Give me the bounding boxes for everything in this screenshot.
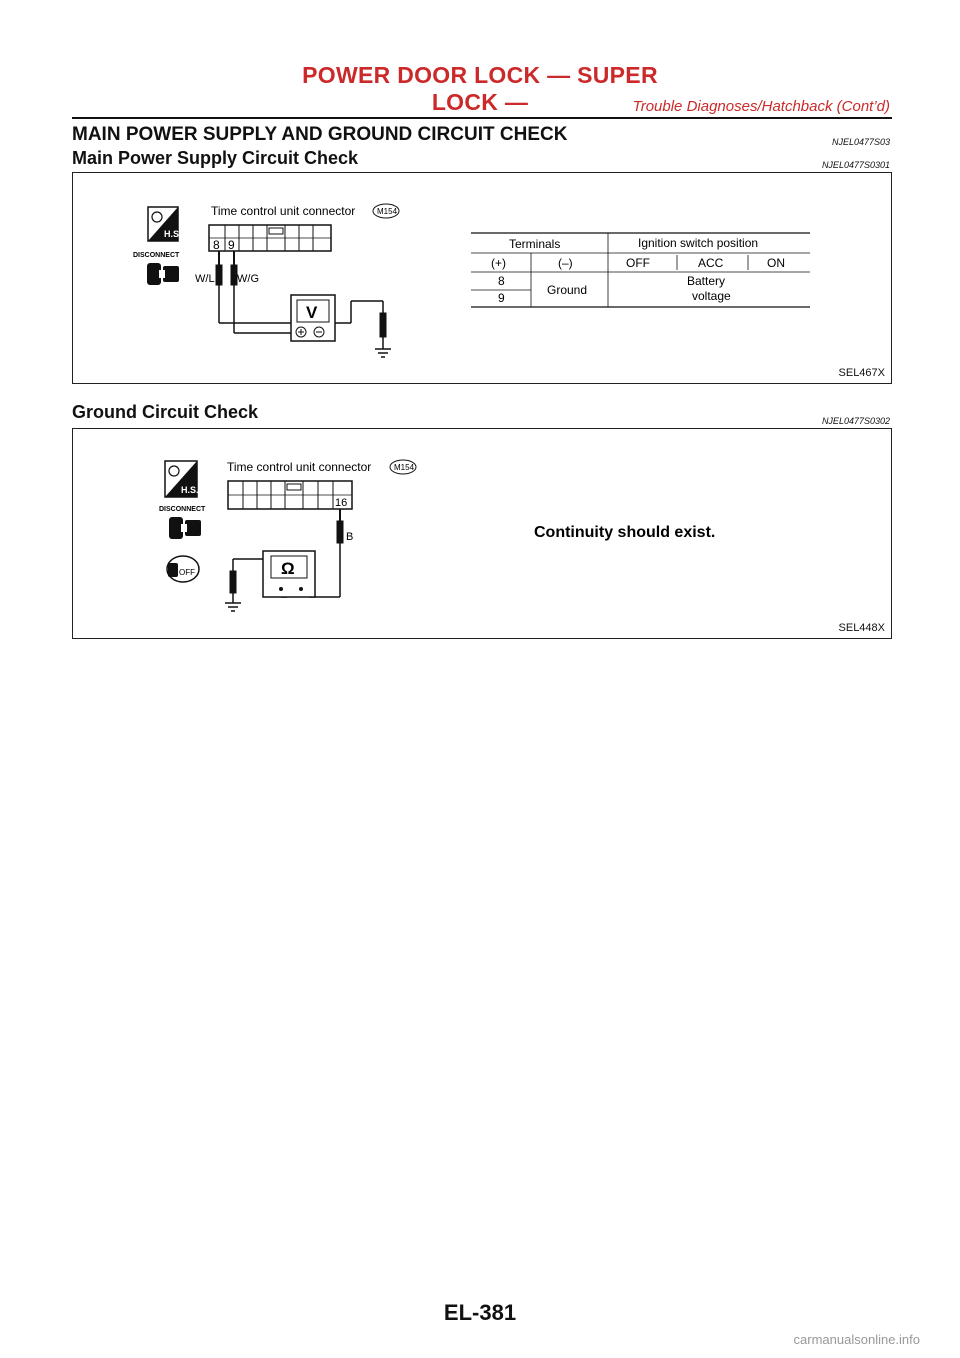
table-row-8: 8 bbox=[498, 274, 505, 288]
main-power-figure bbox=[72, 172, 892, 384]
continuity-note: Continuity should exist. bbox=[534, 524, 716, 541]
connector-id: M154 bbox=[394, 463, 415, 472]
main-power-figure-id: SEL467X bbox=[838, 367, 885, 379]
hs-icon bbox=[165, 461, 199, 497]
connector-label: Time control unit connector bbox=[211, 204, 356, 218]
ohmmeter-symbol: Ω bbox=[281, 559, 295, 578]
table-col-off: OFF bbox=[626, 256, 650, 270]
ignition-off-label: OFF bbox=[179, 568, 195, 577]
page-header-title: POWER DOOR LOCK — SUPER LOCK — bbox=[302, 62, 658, 115]
table-battery-line2: voltage bbox=[692, 289, 731, 303]
connector bbox=[228, 481, 352, 509]
table-header-terminals: Terminals bbox=[509, 237, 561, 251]
pin-9: 9 bbox=[228, 238, 235, 252]
wire-wl: W/L bbox=[195, 273, 215, 285]
connector-label: Time control unit connector bbox=[227, 460, 372, 474]
main-power-title: Main Power Supply Circuit Check bbox=[72, 148, 359, 168]
header-rule bbox=[72, 117, 892, 119]
table-col-on: ON bbox=[767, 256, 785, 270]
disconnect-icon bbox=[133, 252, 180, 285]
footer-watermark: carmanualsonline.info bbox=[793, 1332, 920, 1347]
hs-icon-label: H.S. bbox=[164, 229, 182, 239]
ohmmeter bbox=[263, 551, 315, 597]
pin-16: 16 bbox=[335, 497, 348, 509]
ground-title: Ground Circuit Check bbox=[72, 402, 259, 422]
hs-icon-label: H.S. bbox=[181, 485, 199, 495]
page-number: EL-381 bbox=[443, 1300, 517, 1325]
table-header-ignition: Ignition switch position bbox=[638, 236, 759, 250]
main-power-ref: NJEL0477S0301 bbox=[821, 160, 890, 170]
ground-figure-id: SEL448X bbox=[838, 622, 885, 634]
hs-icon bbox=[148, 207, 182, 241]
voltmeter bbox=[291, 295, 335, 341]
ground-diagram bbox=[73, 429, 891, 638]
connector-id: M154 bbox=[377, 207, 398, 216]
table-battery-line1: Battery bbox=[687, 274, 726, 288]
section-ref: NJEL0477S03 bbox=[831, 137, 890, 147]
disconnect-label: DISCONNECT bbox=[159, 506, 206, 513]
disconnect-icon bbox=[159, 506, 206, 539]
ground-figure bbox=[72, 428, 892, 639]
disconnect-label: DISCONNECT bbox=[133, 252, 180, 259]
wire-b: B bbox=[346, 531, 354, 543]
voltmeter-symbol: V bbox=[306, 303, 318, 322]
section-title: MAIN POWER SUPPLY AND GROUND CIRCUIT CHECK bbox=[72, 124, 568, 145]
table-row-9: 9 bbox=[498, 291, 505, 305]
table-col-acc: ACC bbox=[698, 256, 724, 270]
wire-wg: W/G bbox=[237, 273, 259, 285]
table-col-plus: (+) bbox=[491, 256, 506, 270]
ignition-off-icon bbox=[167, 556, 199, 582]
table-ground: Ground bbox=[547, 283, 588, 297]
page-header-subtitle: Trouble Diagnoses/Hatchback (Cont’d) bbox=[632, 98, 890, 115]
ground-ref: NJEL0477S0302 bbox=[821, 416, 890, 426]
table-col-minus: (–) bbox=[558, 256, 573, 270]
main-power-diagram bbox=[73, 173, 891, 383]
pin-8: 8 bbox=[213, 238, 220, 252]
